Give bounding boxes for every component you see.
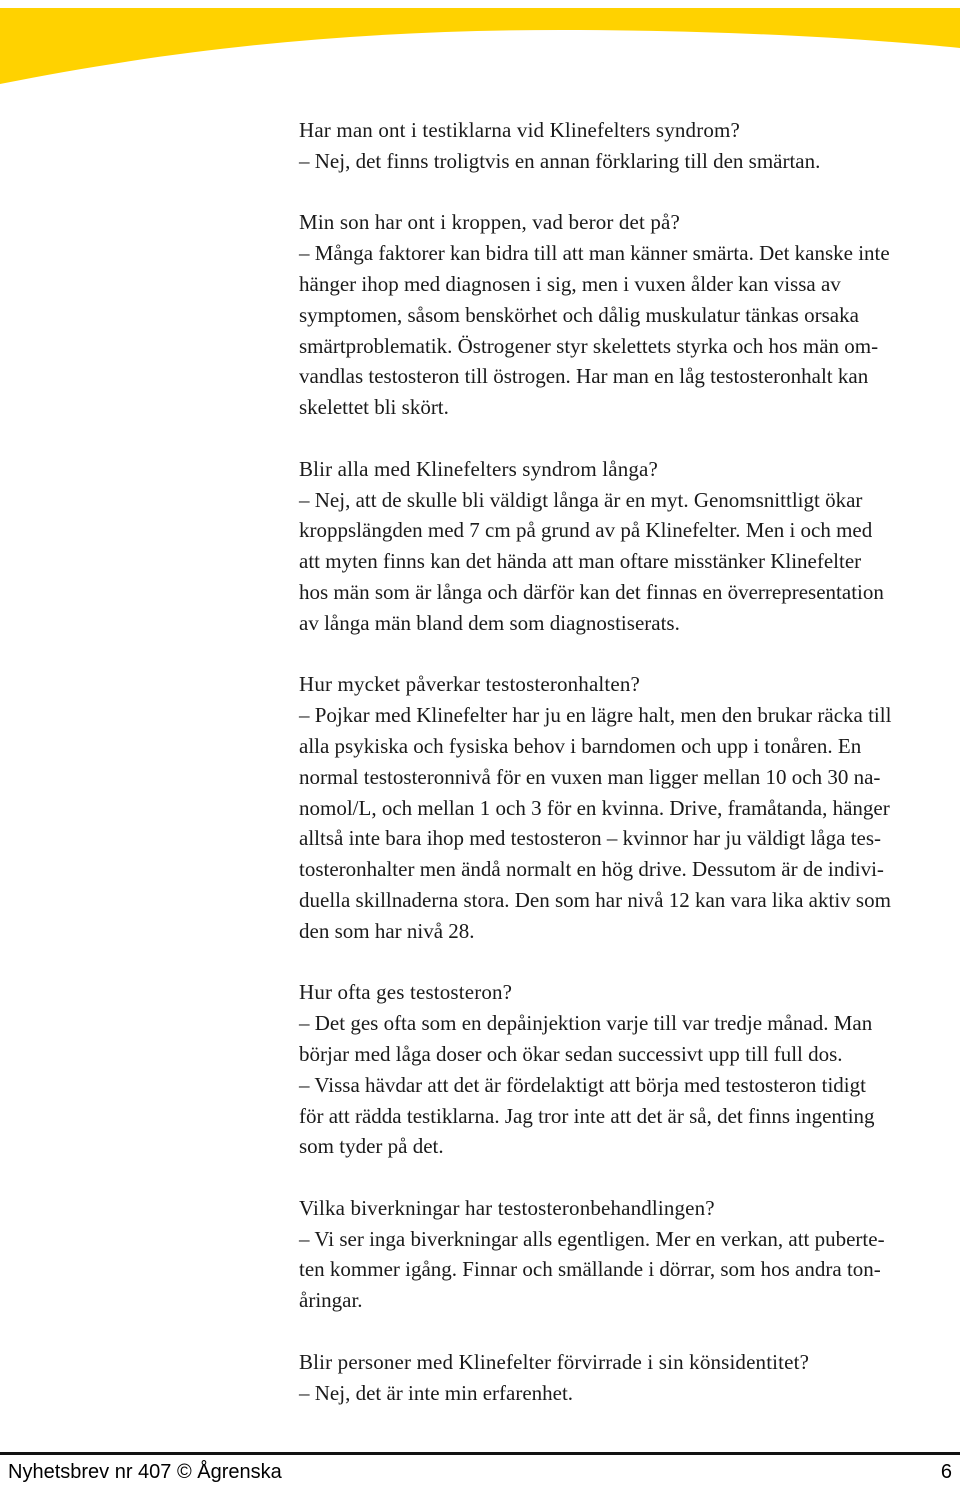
answer-line: av långa män bland dem som diagnostiserats. — [299, 610, 680, 635]
answer-line: normal testosteronnivå för en vuxen man ligger mellan 10 och 30 na- — [299, 764, 881, 789]
answer-line: – Många faktorer kan bidra till att man känner smärta. Det kanske inte — [299, 241, 890, 266]
question-heading: Blir alla med Klinefelters syndrom långa? — [299, 456, 658, 481]
qa-section — [299, 669, 954, 946]
answer-line: alltså inte bara ihop med testosteron – kvinnor har ju väldigt låga tes- — [299, 826, 882, 851]
answer-line: – Vi ser inga biverkningar alls egentligen. Mer en verkan, att puberte- — [299, 1226, 885, 1251]
page-footer — [0, 1452, 960, 1486]
qa-section — [299, 207, 954, 423]
question-heading: Har man ont i testiklarna vid Klinefelters syndrom? — [299, 118, 740, 142]
question-heading: Min son har ont i kroppen, vad beror det på? — [299, 210, 681, 235]
answer-line: hänger ihop med diagnosen i sig, men i vuxen ålder kan vissa av — [299, 271, 841, 296]
answer-line: börjar med låga doser och ökar sedan successivt upp till full dos. — [299, 1041, 843, 1066]
qa-section — [299, 454, 954, 639]
answer-line: duella skillnaderna stora. Den som har nivå 12 kan vara lika aktiv som — [299, 887, 891, 912]
publication-label: Nyhetsbrev nr 407 © Ågrenska — [8, 1461, 282, 1483]
answer-line: symptomen, såsom benskörhet och dålig muskulatur tänkas orsaka — [299, 302, 859, 327]
answer-line: – Det ges ofta som en depåinjektion varje till var tredje månad. Man — [299, 1011, 873, 1036]
answer-line: som tyder på det. — [299, 1134, 444, 1159]
answer-line: – Pojkar med Klinefelter har ju en lägre halt, men den brukar räcka till — [299, 703, 892, 728]
banner-wave-shape — [0, 8, 960, 84]
answer-line: åringar. — [299, 1288, 363, 1313]
answer-line: skelettet bli skört. — [299, 395, 449, 420]
answer-line: hos män som är långa och därför kan det finnas en överrepresentation — [299, 579, 884, 604]
answer-line: smärtproblematik. Östrogener styr skelettets styrka och hos män om- — [299, 333, 879, 358]
answer-line: – Nej, att de skulle bli väldigt långa är en myt. Genomsnittligt ökar — [299, 487, 863, 512]
answer-line: nomol/L, och mellan 1 och 3 för en kvinna. Drive, framåtanda, hänger — [299, 795, 890, 820]
answer-line: ten kommer igång. Finnar och smällande i dörrar, som hos andra ton- — [299, 1257, 881, 1282]
question-heading: Hur ofta ges testosteron? — [299, 980, 513, 1005]
question-heading: Blir personer med Klinefelter förvirrade i sin könsidentitet? — [299, 1349, 810, 1374]
article-body — [299, 115, 954, 1439]
question-heading: Hur mycket påverkar testosteronhalten? — [299, 672, 640, 697]
answer-line: – Nej, det är inte min erfarenhet. — [299, 1380, 574, 1405]
answer-line: alla psykiska och fysiska behov i barndomen och upp i tonåren. En — [299, 733, 862, 758]
page-number: 6 — [940, 1461, 952, 1483]
answer-line: tosteronhalter men ändå normalt en hög drive. Dessutom är de indivi- — [299, 857, 884, 882]
answer-line: – Nej, det finns troligtvis en annan förklaring till den smärtan. — [299, 148, 821, 173]
answer-line: att myten finns kan det hända att man oftare misstänker Klinefelter — [299, 549, 862, 574]
answer-line: för att rädda testiklarna. Jag tror inte att det är så, det finns ingenting — [299, 1103, 875, 1128]
yellow-banner-graphic — [0, 0, 960, 90]
answer-line: vandlas testosteron till östrogen. Har man en låg testosteronhalt kan — [299, 364, 869, 389]
qa-section — [299, 1193, 954, 1316]
qa-section — [299, 1347, 954, 1409]
qa-section — [299, 115, 954, 177]
answer-line: den som har nivå 28. — [299, 918, 475, 943]
answer-line: – Vissa hävdar att det är fördelaktigt att börja med testosteron tidigt — [299, 1072, 866, 1097]
question-heading: Vilka biverkningar har testosteronbehandlingen? — [299, 1195, 715, 1220]
answer-line: kroppslängden med 7 cm på grund av på Klinefelter. Men i och med — [299, 518, 873, 543]
qa-section — [299, 977, 954, 1162]
